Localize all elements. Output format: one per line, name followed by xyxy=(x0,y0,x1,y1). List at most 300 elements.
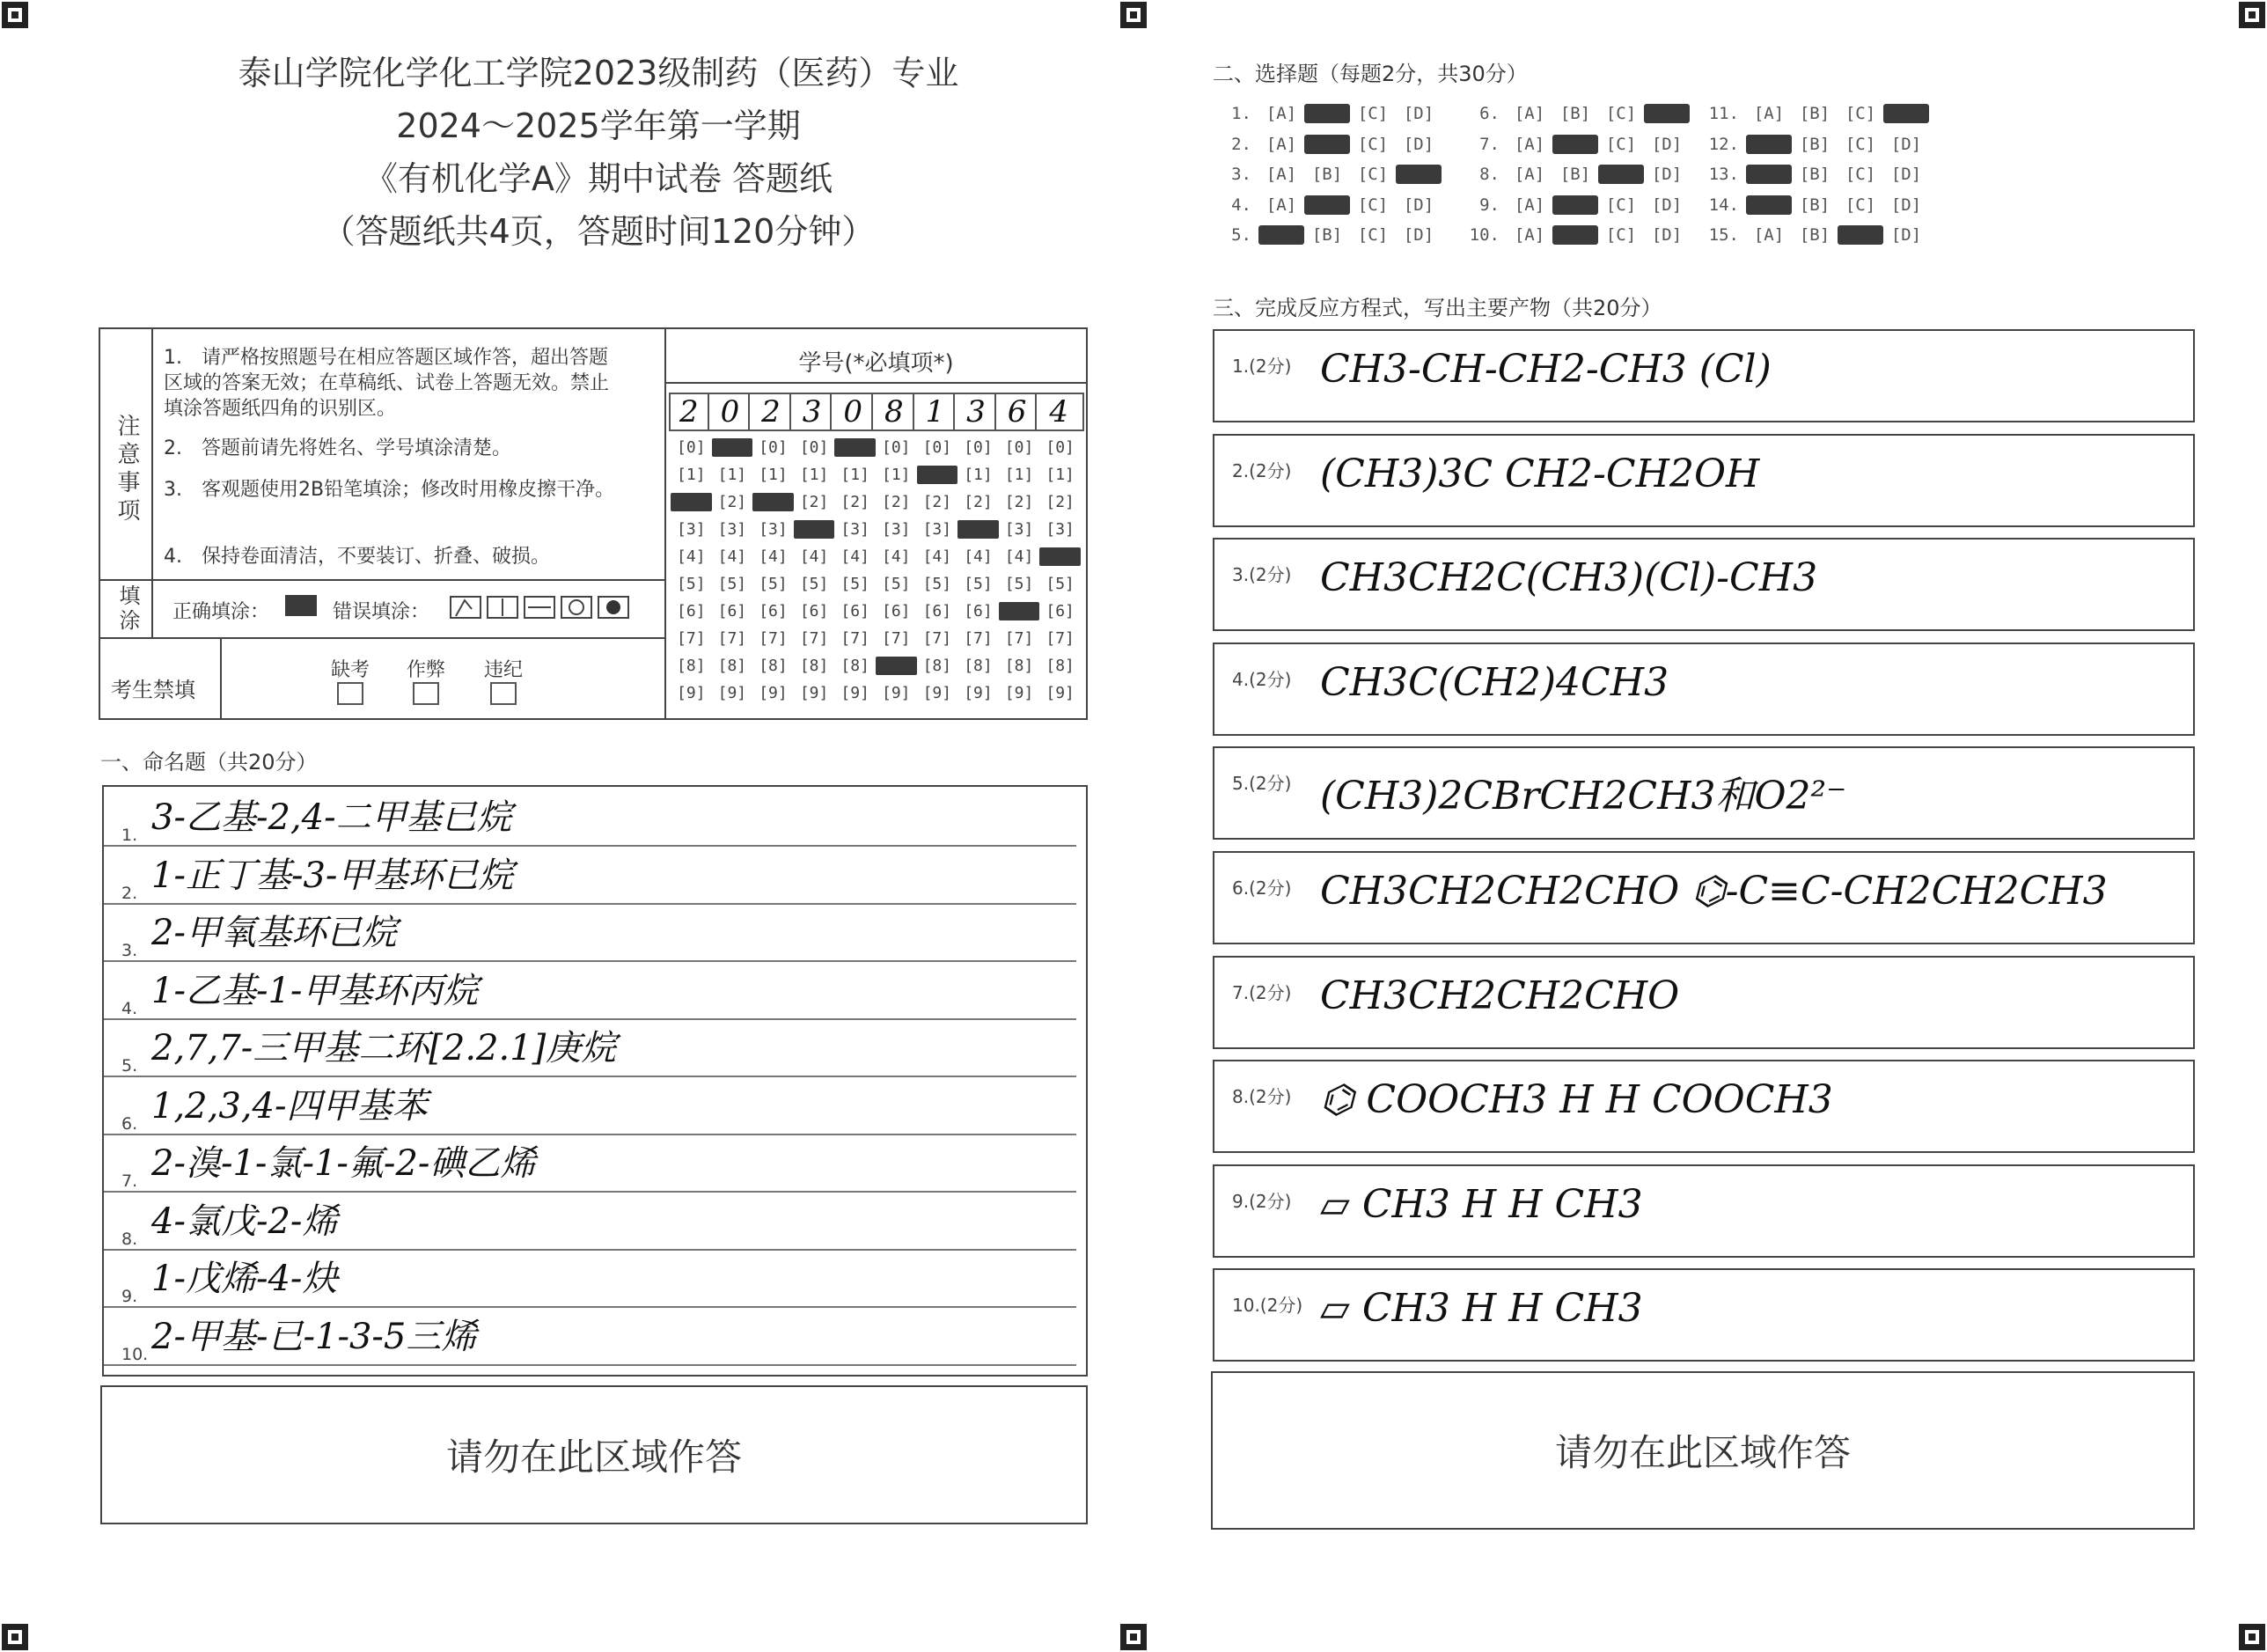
choice-option-c[interactable]: [C] xyxy=(1845,165,1876,184)
student-id-divider xyxy=(664,327,666,720)
choice-option-c[interactable]: [C] xyxy=(1357,134,1389,154)
choice-heading: 二、选择题（每题2分，共30分） xyxy=(1213,62,1528,86)
id-bubble[interactable]: [3] xyxy=(1004,520,1034,539)
id-bubble[interactable] xyxy=(1039,547,1081,566)
notice-item-2: 2. 答题前请先将姓名、学号填涂清楚。 xyxy=(164,437,511,459)
fill-row-divider xyxy=(99,579,665,581)
id-bubble[interactable]: [9] xyxy=(840,684,869,702)
id-bubble[interactable]: [9] xyxy=(677,684,706,702)
reaction-heading: 三、完成反应方程式，写出主要产物（共20分） xyxy=(1213,296,1662,320)
id-bubble[interactable] xyxy=(999,602,1040,620)
notice-item-1: 1. 请严格按照题号在相应答题区域作答，超出答题区域的答案无效；在草稿纸、试卷上答题无效。禁止填涂答题纸四角的识别区。 xyxy=(164,347,610,420)
naming-row xyxy=(104,1079,1076,1135)
id-bubble[interactable]: [9] xyxy=(964,684,993,702)
id-bubble[interactable]: [7] xyxy=(717,629,747,648)
choice-question-number: 4. xyxy=(1231,195,1251,215)
reaction-answer: (CH3)3C CH2-CH2OH xyxy=(1320,451,1760,496)
choice-question-number: 3. xyxy=(1231,165,1251,184)
choice-option-d[interactable] xyxy=(1883,104,1929,123)
choice-question-number: 15. xyxy=(1708,225,1739,245)
id-bubble[interactable]: [3] xyxy=(717,520,747,539)
id-bubble[interactable]: [6] xyxy=(922,602,952,620)
id-bubble[interactable]: [8] xyxy=(1004,657,1034,675)
id-bubble[interactable]: [3] xyxy=(759,520,788,539)
notice-label-col xyxy=(99,327,153,581)
id-bubble[interactable]: [5] xyxy=(964,575,993,593)
reaction-answer-box xyxy=(1213,956,2195,1049)
id-bubble[interactable]: [5] xyxy=(677,575,706,593)
id-bubble[interactable]: [9] xyxy=(882,684,911,702)
choice-option-b[interactable]: [B] xyxy=(1799,134,1830,154)
reaction-label: 3.(2分) xyxy=(1232,564,1292,586)
choice-option-c[interactable] xyxy=(1598,165,1644,184)
choice-question-number: 6. xyxy=(1479,104,1500,123)
choice-option-b[interactable]: [B] xyxy=(1559,165,1591,184)
naming-row-number: 5. xyxy=(121,1056,138,1076)
naming-row-answer: 2-甲基-已-1-3-5三烯 xyxy=(151,1316,477,1357)
id-bubble[interactable]: [4] xyxy=(677,547,706,566)
id-bubble[interactable]: [6] xyxy=(882,602,911,620)
choice-option-c[interactable]: [C] xyxy=(1845,134,1876,154)
choice-question xyxy=(1461,104,1690,123)
id-bubble[interactable]: [8] xyxy=(759,657,788,675)
id-bubble[interactable]: [9] xyxy=(799,684,829,702)
id-bubble[interactable]: [1] xyxy=(717,466,747,484)
id-bubble[interactable] xyxy=(834,438,876,457)
choice-question-number: 14. xyxy=(1708,195,1739,215)
choice-option-b[interactable] xyxy=(1552,195,1598,215)
choice-option-a[interactable]: [A] xyxy=(1266,134,1297,154)
choice-option-d[interactable] xyxy=(1396,165,1442,184)
choice-option-c[interactable]: [C] xyxy=(1357,225,1389,245)
id-bubble[interactable]: [1] xyxy=(1045,466,1075,484)
choice-option-b[interactable] xyxy=(1552,225,1598,245)
exam-opt-violation-label: 违纪 xyxy=(484,659,524,681)
id-bubble-row xyxy=(671,520,1081,539)
reaction-answer: CH3CH2CH2CHO xyxy=(1320,973,1680,1018)
choice-question xyxy=(1700,135,1929,154)
id-bubble[interactable] xyxy=(917,466,958,484)
choice-question xyxy=(1461,135,1690,154)
id-bubble[interactable]: [1] xyxy=(799,466,829,484)
reaction-answer-box xyxy=(1213,434,2195,527)
choice-question-number: 5. xyxy=(1231,225,1251,245)
header-line-3: 《有机化学A》期中试卷 答题纸 xyxy=(363,159,833,198)
choice-option-d[interactable]: [D] xyxy=(1403,195,1434,215)
choice-option-a[interactable]: [A] xyxy=(1266,165,1297,184)
choice-option-c[interactable]: [C] xyxy=(1845,195,1876,215)
choice-option-d[interactable]: [D] xyxy=(1403,104,1434,123)
absent-checkbox[interactable] xyxy=(337,682,363,705)
no-answer-text-left: 请勿在此区域作答 xyxy=(445,1435,742,1479)
id-bubble[interactable]: [4] xyxy=(922,547,952,566)
choice-question-number: 1. xyxy=(1231,104,1251,123)
choice-option-b[interactable]: [B] xyxy=(1799,195,1830,215)
naming-row-answer: 1-正丁基-3-甲基环已烷 xyxy=(151,855,514,896)
choice-option-d[interactable]: [D] xyxy=(1651,134,1683,154)
id-bubble[interactable]: [4] xyxy=(840,547,869,566)
choice-option-a[interactable]: [A] xyxy=(1266,195,1297,215)
fill-wrong-samples xyxy=(449,593,641,625)
id-bubble[interactable]: [6] xyxy=(759,602,788,620)
choice-option-b[interactable]: [B] xyxy=(1799,165,1830,184)
choice-option-b[interactable]: [B] xyxy=(1799,104,1830,123)
choice-option-c[interactable]: [C] xyxy=(1357,104,1389,123)
choice-option-a[interactable] xyxy=(1746,165,1792,184)
id-bubble[interactable]: [0] xyxy=(922,438,952,457)
id-bubble[interactable]: [8] xyxy=(840,657,869,675)
notice-label: 注意事项 xyxy=(114,414,140,526)
id-bubble[interactable]: [5] xyxy=(840,575,869,593)
id-bubble[interactable]: [9] xyxy=(922,684,952,702)
id-bubble[interactable]: [2] xyxy=(882,493,911,511)
choice-option-a[interactable]: [A] xyxy=(1753,225,1785,245)
choice-question xyxy=(1213,135,1442,154)
id-bubble[interactable]: [4] xyxy=(882,547,911,566)
student-id-digit-3: 2 xyxy=(752,394,791,430)
choice-option-d[interactable]: [D] xyxy=(1651,165,1683,184)
id-bubble[interactable]: [1] xyxy=(1004,466,1034,484)
choice-question-number: 12. xyxy=(1708,134,1739,154)
naming-row-answer: 1,2,3,4-四甲基苯 xyxy=(151,1085,428,1127)
id-bubble[interactable]: [2] xyxy=(840,493,869,511)
choice-option-a[interactable] xyxy=(1746,195,1792,215)
reaction-label: 7.(2分) xyxy=(1232,981,1292,1003)
id-bubble[interactable]: [8] xyxy=(717,657,747,675)
id-bubble[interactable]: [5] xyxy=(882,575,911,593)
id-bubble-row xyxy=(671,547,1081,566)
reaction-label: 2.(2分) xyxy=(1232,459,1292,481)
exam-opt-absent[interactable] xyxy=(331,655,370,710)
student-id-digit-1: 2 xyxy=(671,394,709,430)
choice-question xyxy=(1700,195,1929,215)
id-bubble[interactable] xyxy=(794,520,835,539)
id-bubble-row xyxy=(671,657,1081,675)
choice-question xyxy=(1461,225,1690,245)
naming-row xyxy=(104,906,1076,962)
fill-correct-sample xyxy=(285,595,317,616)
reaction-answer-box xyxy=(1213,1164,2195,1258)
id-bubble[interactable]: [7] xyxy=(1004,629,1034,648)
choice-option-b[interactable]: [B] xyxy=(1311,165,1343,184)
id-bubble[interactable]: [6] xyxy=(799,602,829,620)
id-bubble[interactable]: [8] xyxy=(922,657,952,675)
id-bubble[interactable]: [6] xyxy=(964,602,993,620)
choice-option-c[interactable]: [C] xyxy=(1357,195,1389,215)
choice-option-a[interactable]: [A] xyxy=(1266,104,1297,123)
id-bubble[interactable]: [8] xyxy=(799,657,829,675)
choice-option-a[interactable]: [A] xyxy=(1514,165,1545,184)
fill-label-col xyxy=(99,579,153,637)
id-bubble[interactable]: [3] xyxy=(840,520,869,539)
reaction-answer-box xyxy=(1213,538,2195,631)
naming-row xyxy=(104,1021,1076,1077)
header-line-4: （答题纸共4页，答题时间120分钟） xyxy=(321,212,876,251)
id-bubble[interactable]: [5] xyxy=(1004,575,1034,593)
choice-option-d[interactable]: [D] xyxy=(1890,225,1922,245)
student-id-digit-6: 8 xyxy=(876,394,914,430)
reaction-answer-box xyxy=(1213,851,2195,944)
choice-option-a[interactable]: [A] xyxy=(1514,225,1545,245)
id-bubble[interactable]: [7] xyxy=(922,629,952,648)
id-bubble[interactable]: [4] xyxy=(964,547,993,566)
cheat-checkbox[interactable] xyxy=(413,682,439,705)
id-bubble[interactable]: [0] xyxy=(799,438,829,457)
id-bubble[interactable]: [3] xyxy=(677,520,706,539)
naming-row-number: 3. xyxy=(121,941,138,960)
choice-question xyxy=(1700,104,1929,123)
id-bubble[interactable]: [3] xyxy=(882,520,911,539)
choice-option-c[interactable]: [C] xyxy=(1845,104,1876,123)
choice-option-b[interactable] xyxy=(1304,195,1350,215)
student-id-digit-10: 4 xyxy=(1049,394,1068,430)
choice-option-c[interactable]: [C] xyxy=(1605,225,1637,245)
naming-row-number: 7. xyxy=(121,1171,138,1191)
corner-mark-bottom-left xyxy=(2,1624,28,1650)
id-bubble[interactable]: [4] xyxy=(799,547,829,566)
choice-question-number: 13. xyxy=(1708,165,1739,184)
reaction-answer-box xyxy=(1213,746,2195,840)
student-id-digit-8: 3 xyxy=(957,394,996,430)
id-bubble[interactable]: [2] xyxy=(964,493,993,511)
corner-mark-top-left xyxy=(2,2,28,28)
id-bubble[interactable]: [6] xyxy=(1045,602,1075,620)
id-bubble[interactable] xyxy=(876,657,917,675)
reaction-label: 5.(2分) xyxy=(1232,773,1292,795)
id-bubble[interactable]: [7] xyxy=(759,629,788,648)
choice-option-c[interactable]: [C] xyxy=(1605,104,1637,123)
id-bubble-row xyxy=(671,684,1081,702)
reaction-answer-box xyxy=(1213,329,2195,422)
naming-row-number: 4. xyxy=(121,998,138,1018)
id-bubble[interactable]: [5] xyxy=(799,575,829,593)
id-bubble[interactable]: [3] xyxy=(1045,520,1075,539)
id-bubble[interactable] xyxy=(671,493,712,511)
id-bubble[interactable]: [1] xyxy=(677,466,706,484)
notice-item-3: 3. 客观题使用2B铅笔填涂；修改时用橡皮擦干净。 xyxy=(164,479,615,501)
choice-question-number: 7. xyxy=(1479,134,1500,154)
choice-option-d[interactable]: [D] xyxy=(1403,134,1434,154)
naming-row xyxy=(104,1310,1076,1366)
reaction-label: 6.(2分) xyxy=(1232,877,1292,899)
reaction-answer: ▱ CH3 H H CH3 xyxy=(1320,1181,1643,1227)
exam-opt-cheat[interactable] xyxy=(407,655,445,710)
id-bubble[interactable]: [4] xyxy=(759,547,788,566)
naming-row-answer: 2-甲氧基环已烷 xyxy=(151,913,397,953)
naming-row-answer: 2,7,7-三甲基二环[2.2.1]庚烷 xyxy=(151,1028,617,1068)
reaction-answer: ▱ CH3 H H CH3 xyxy=(1320,1286,1643,1332)
id-bubble-row xyxy=(671,438,1081,457)
student-id-digit-2: 0 xyxy=(712,394,751,430)
id-bubble[interactable]: [9] xyxy=(1045,684,1075,702)
id-bubble[interactable]: [6] xyxy=(717,602,747,620)
id-bubble[interactable]: [7] xyxy=(799,629,829,648)
corner-mark-top-center xyxy=(1120,2,1147,28)
choice-question xyxy=(1213,195,1442,215)
choice-option-d[interactable]: [D] xyxy=(1890,134,1922,154)
id-bubble[interactable]: [9] xyxy=(759,684,788,702)
id-bubble[interactable]: [7] xyxy=(964,629,993,648)
choice-option-a[interactable]: [A] xyxy=(1514,134,1545,154)
id-bubble[interactable]: [0] xyxy=(759,438,788,457)
id-bubble[interactable]: [2] xyxy=(717,493,747,511)
id-bubble[interactable]: [2] xyxy=(1045,493,1075,511)
choice-question xyxy=(1213,165,1442,184)
id-bubble[interactable]: [1] xyxy=(882,466,911,484)
notice-item-4: 4. 保持卷面清洁，不要装订、折叠、破损。 xyxy=(164,546,550,568)
reaction-label: 8.(2分) xyxy=(1232,1086,1292,1108)
choice-option-d[interactable]: [D] xyxy=(1651,195,1683,215)
choice-option-b[interactable]: [B] xyxy=(1311,225,1343,245)
choice-option-b[interactable]: [B] xyxy=(1559,104,1591,123)
student-id-digit-4: 3 xyxy=(794,394,833,430)
choice-option-a[interactable] xyxy=(1258,225,1304,245)
id-bubble[interactable]: [6] xyxy=(677,602,706,620)
id-bubble[interactable]: [1] xyxy=(964,466,993,484)
id-bubble[interactable]: [5] xyxy=(759,575,788,593)
id-bubble[interactable]: [8] xyxy=(964,657,993,675)
student-id-digit-9: 6 xyxy=(999,394,1038,430)
naming-heading: 一、命名题（共20分） xyxy=(100,750,318,775)
choice-option-d[interactable]: [D] xyxy=(1890,195,1922,215)
naming-row xyxy=(104,790,1076,847)
id-bubble[interactable]: [5] xyxy=(1045,575,1075,593)
id-bubble[interactable]: [5] xyxy=(717,575,747,593)
id-bubble-row xyxy=(671,466,1081,484)
naming-row-answer: 3-乙基-2,4-二甲基已烷 xyxy=(151,797,512,838)
choice-question xyxy=(1461,195,1690,215)
id-bubble[interactable]: [2] xyxy=(799,493,829,511)
id-bubble[interactable]: [7] xyxy=(677,629,706,648)
reaction-answer-box xyxy=(1213,1268,2195,1362)
naming-row-number: 1. xyxy=(121,826,138,845)
reaction-answer: CH3-CH-CH2-CH3 (Cl) xyxy=(1320,347,1772,392)
id-bubble-row xyxy=(671,575,1081,593)
choice-option-c[interactable]: [C] xyxy=(1605,195,1637,215)
naming-row-answer: 2-溴-1-氯-1-氟-2-碘乙烯 xyxy=(151,1143,536,1184)
choice-question-number: 10. xyxy=(1469,225,1500,245)
id-bubble[interactable]: [5] xyxy=(922,575,952,593)
choice-option-d[interactable]: [D] xyxy=(1651,225,1683,245)
reaction-label: 10.(2分) xyxy=(1232,1295,1303,1317)
violation-checkbox[interactable] xyxy=(490,682,517,705)
choice-option-a[interactable]: [A] xyxy=(1514,195,1545,215)
id-bubble[interactable] xyxy=(712,438,753,457)
id-bubble[interactable]: [3] xyxy=(922,520,952,539)
choice-option-c[interactable]: [C] xyxy=(1357,165,1389,184)
exam-opt-violation[interactable] xyxy=(484,655,523,710)
header-line-2: 2024～2025学年第一学期 xyxy=(396,106,801,145)
exam-opt-absent-label: 缺考 xyxy=(331,659,370,681)
fill-label: 填涂 xyxy=(115,584,140,634)
exam-opt-cheat-label: 作弊 xyxy=(407,659,446,681)
id-bubble[interactable]: [2] xyxy=(922,493,952,511)
naming-row-answer: 4-氯戊-2-烯 xyxy=(151,1200,338,1242)
fill-wrong-label: 错误填涂： xyxy=(333,601,430,623)
choice-option-d[interactable]: [D] xyxy=(1890,165,1922,184)
reaction-answer: CH3CH2C(CH3)(Cl)-CH3 xyxy=(1320,555,1818,601)
choice-option-d[interactable] xyxy=(1644,104,1690,123)
id-bubble-row xyxy=(671,629,1081,648)
naming-row-number: 8. xyxy=(121,1229,138,1249)
choice-option-b[interactable]: [B] xyxy=(1799,225,1830,245)
id-bubble-row xyxy=(671,602,1081,620)
choice-option-d[interactable]: [D] xyxy=(1403,225,1434,245)
id-bubble[interactable]: [6] xyxy=(840,602,869,620)
reaction-label: 1.(2分) xyxy=(1232,356,1292,377)
choice-question-number: 11. xyxy=(1708,104,1739,123)
reaction-answer: CH3C(CH2)4CH3 xyxy=(1320,659,1669,705)
id-bubble[interactable]: [4] xyxy=(1004,547,1034,566)
id-bubble[interactable]: [7] xyxy=(882,629,911,648)
choice-option-c[interactable] xyxy=(1838,225,1883,245)
naming-row xyxy=(104,1136,1076,1193)
choice-option-a[interactable]: [A] xyxy=(1753,104,1785,123)
id-bubble[interactable]: [7] xyxy=(840,629,869,648)
corner-mark-bottom-right xyxy=(2239,1624,2265,1650)
reaction-answer: CH3CH2CH2CHO ⌬-C≡C-CH2CH2CH3 xyxy=(1320,869,2108,914)
reaction-label: 4.(2分) xyxy=(1232,668,1292,690)
id-bubble[interactable]: [1] xyxy=(759,466,788,484)
reaction-answer: (CH3)2CBrCH2CH3和O2²⁻ xyxy=(1320,774,1847,819)
id-bubble[interactable]: [9] xyxy=(1004,684,1034,702)
choice-option-b[interactable] xyxy=(1552,135,1598,154)
choice-option-b[interactable] xyxy=(1304,104,1350,123)
id-bubble[interactable]: [4] xyxy=(717,547,747,566)
id-bubble[interactable]: [0] xyxy=(882,438,911,457)
reaction-answer-box xyxy=(1213,1060,2195,1153)
id-bubble[interactable]: [9] xyxy=(717,684,747,702)
student-id-digit-5: 0 xyxy=(834,394,873,430)
choice-question xyxy=(1213,104,1442,123)
id-bubble[interactable]: [0] xyxy=(964,438,993,457)
id-bubble[interactable]: [0] xyxy=(677,438,706,457)
choice-option-a[interactable]: [A] xyxy=(1514,104,1545,123)
corner-mark-bottom-center xyxy=(1120,1624,1147,1650)
choice-option-b[interactable] xyxy=(1304,135,1350,154)
id-bubble[interactable]: [0] xyxy=(1004,438,1034,457)
naming-row-number: 10. xyxy=(121,1344,149,1364)
fill-correct-label: 正确填涂： xyxy=(172,601,270,623)
id-bubble[interactable]: [1] xyxy=(840,466,869,484)
choice-option-a[interactable] xyxy=(1746,135,1792,154)
wrong-fill-examples xyxy=(449,593,641,621)
naming-row xyxy=(104,848,1076,905)
id-bubble[interactable]: [7] xyxy=(1045,629,1075,648)
id-bubble[interactable]: [0] xyxy=(1045,438,1075,457)
id-bubble[interactable] xyxy=(957,520,999,539)
choice-question-number: 9. xyxy=(1479,195,1500,215)
id-bubble[interactable]: [8] xyxy=(677,657,706,675)
header-line-1: 泰山学院化学化工学院2023级制药（医药）专业 xyxy=(238,54,959,92)
choice-question xyxy=(1700,225,1929,245)
no-answer-zone-right xyxy=(1211,1371,2195,1530)
id-bubble[interactable]: [8] xyxy=(1045,657,1075,675)
id-bubble-row xyxy=(671,493,1081,511)
no-answer-text-right: 请勿在此区域作答 xyxy=(1554,1431,1851,1474)
choice-question xyxy=(1700,165,1929,184)
id-bubble[interactable] xyxy=(752,493,794,511)
naming-row-number: 9. xyxy=(121,1287,138,1306)
exam-label: 考生禁填 xyxy=(111,678,195,702)
reaction-answer-box xyxy=(1213,642,2195,736)
student-id-line xyxy=(666,382,1086,384)
choice-option-c[interactable]: [C] xyxy=(1605,134,1637,154)
choice-question xyxy=(1461,165,1690,184)
choice-question-number: 8. xyxy=(1479,165,1500,184)
id-bubble[interactable]: [2] xyxy=(1004,493,1034,511)
choice-question-number: 2. xyxy=(1231,134,1251,154)
